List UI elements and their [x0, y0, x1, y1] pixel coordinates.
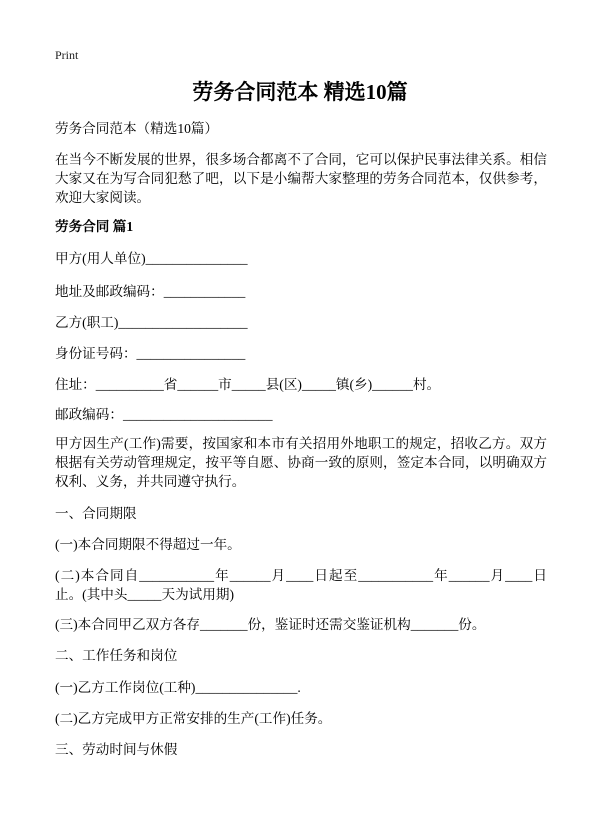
intro-line: 欢迎大家阅读。	[55, 190, 151, 205]
section-heading-term: 一、合同期限	[55, 506, 137, 521]
field-address-postcode: 地址及邮政编码：____________	[55, 284, 246, 299]
field-party-a: 甲方(用人单位)_______________	[55, 251, 248, 266]
field-party-b: 乙方(职工)___________________	[55, 315, 248, 330]
intro-line: 大家又在为写合同犯愁了吧，以下是小编帮大家整理的劳务合同范本，仅供参考，	[55, 171, 547, 186]
clause-term-period-line: (二)本合同自___________年______月____日起至___________年______月____日	[55, 568, 547, 583]
intro-line: 在当今不断发展的世界，很多场合都离不了合同，它可以保护民事法律关系。相信	[55, 152, 547, 167]
clause-term-period	[55, 566, 547, 604]
clause-term-limit: (一)本合同期限不得超过一年。	[55, 537, 241, 552]
preamble-line: 甲方因生产(工作)需要，按国家和本市有关招用外地职工的规定，招收乙方。双方	[55, 436, 547, 451]
clause-tasks: (二)乙方完成甲方正常安排的生产(工作)任务。	[55, 711, 332, 726]
intro-paragraph	[55, 150, 547, 207]
field-residence: 住址：__________省______市_____县(区)_____镇(乡)______村。	[55, 377, 441, 392]
clause-copies: (三)本合同甲乙双方各存_______份，鉴证时还需交鉴证机构_______份。	[55, 617, 486, 632]
section-heading-duties: 二、工作任务和岗位	[55, 648, 178, 663]
field-id-number: 身份证号码：________________	[55, 346, 246, 361]
contract-heading: 劳务合同 篇1	[55, 219, 134, 234]
document-subtitle: 劳务合同范本（精选10篇）	[55, 121, 219, 136]
print-link[interactable]: Print	[55, 48, 79, 62]
clause-position: (一)乙方工作岗位(工种)_______________.	[55, 680, 301, 695]
field-postcode: 邮政编码：______________________	[55, 407, 273, 422]
preamble-line: 根据有关劳动管理规定，按平等自愿、协商一致的原则，签定本合同，以明确双方	[55, 455, 547, 470]
clause-term-period-line: 止。(其中头_____天为试用期)	[55, 587, 234, 602]
document-title: 劳务合同范本 精选10篇	[192, 80, 408, 104]
section-heading-hours: 三、劳动时间与休假	[55, 742, 178, 757]
preamble-line: 权利、义务，并共同遵守执行。	[55, 474, 246, 489]
preamble-paragraph	[55, 434, 547, 491]
